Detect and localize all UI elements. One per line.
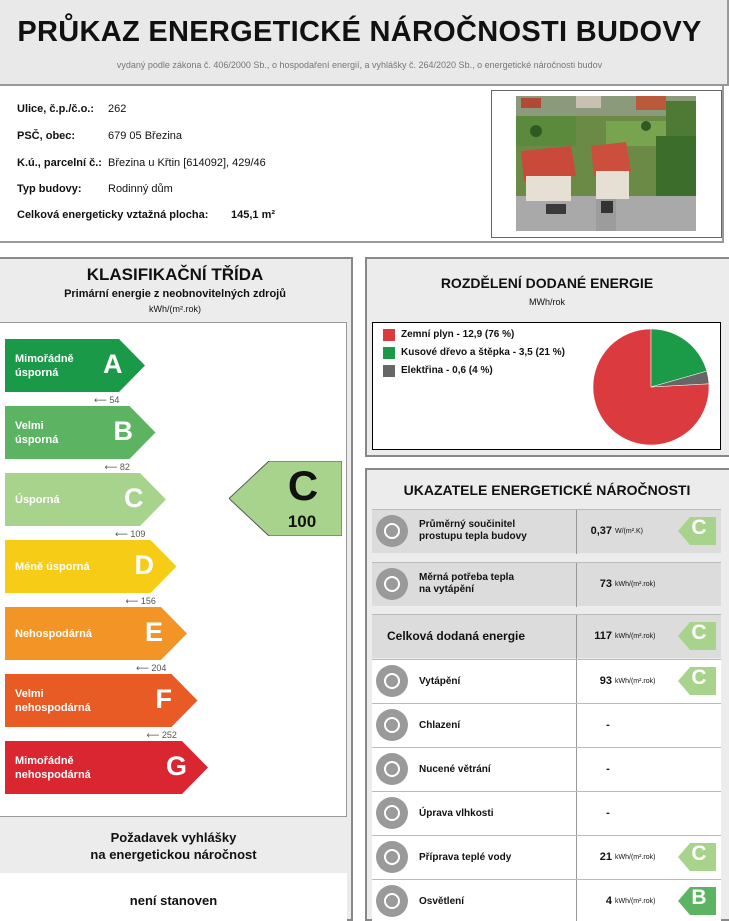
class-label-d	[15, 560, 90, 574]
class-label-f	[15, 687, 91, 715]
psc-value: 679 05 Březina	[108, 130, 182, 142]
result-class-value: 100	[287, 512, 317, 531]
thermometer-minus-icon-glyph	[376, 709, 408, 741]
house-icon-glyph	[376, 515, 408, 547]
row-divider	[576, 704, 577, 748]
requirement-title-line1: Požadavek vyhlášky	[110, 830, 237, 845]
class-badge-letter: C	[691, 842, 707, 865]
indicator-label-line2: na vytápění	[419, 584, 475, 595]
indicator-unit: kWh/(m².rok)	[615, 898, 656, 905]
legend-label: Kusové dřevo a štěpka - 3,5 (21 %)	[401, 347, 565, 358]
humidity-icon-glyph	[376, 797, 408, 829]
indicator-label	[419, 764, 491, 776]
indicator-value: 73	[599, 578, 612, 590]
class-label-line1: Méně úsporná	[15, 561, 90, 573]
indicator-label-line1: Chlazení	[419, 720, 461, 731]
class-label-e	[15, 627, 92, 641]
class-label-line1: Mimořádně	[15, 755, 74, 767]
indicator-value: 0,37	[590, 525, 612, 537]
result-class-letter: C	[287, 462, 319, 509]
icon-shape	[385, 894, 399, 908]
aerial-photo	[516, 96, 696, 231]
indicator-label-line1: Úprava vlhkosti	[419, 808, 494, 819]
bulb-icon-glyph	[376, 885, 408, 917]
indicator-row	[372, 747, 721, 791]
indicator-value: -	[606, 807, 610, 819]
class-threshold: ⟵ 156	[125, 596, 156, 606]
humidity-icon	[376, 797, 408, 829]
indicator-label-line1: Průměrný součinitel	[419, 519, 516, 530]
class-letter-d: D	[134, 550, 154, 580]
class-threshold: ⟵ 82	[104, 462, 130, 472]
indicator-row	[372, 879, 721, 921]
class-label-line1: Nehospodárná	[15, 628, 93, 640]
class-badge-letter: C	[691, 621, 707, 644]
class-badge-letter: C	[691, 666, 707, 689]
distribution-title: ROZDĚLENÍ DODANÉ ENERGIE	[440, 275, 654, 291]
class-label-line1: Velmi	[15, 688, 44, 700]
indicator-label	[419, 896, 464, 908]
page-title: PRŮKAZ ENERGETICKÉ NÁROČNOSTI BUDOVY	[17, 16, 702, 48]
indicator-unit: kWh/(m².rok)	[615, 581, 656, 588]
indicator-value: -	[606, 763, 610, 775]
class-letter-a: A	[103, 349, 123, 379]
indicator-value: 4	[605, 895, 612, 907]
indicator-row	[372, 659, 721, 703]
class-letter-c: C	[124, 483, 144, 513]
classification-unit: kWh/(m².rok)	[149, 304, 201, 314]
icon-shape	[385, 850, 399, 864]
fan-icon	[376, 753, 408, 785]
indicator-label-line1: Nucené větrání	[419, 764, 491, 775]
indicator-unit: kWh/(m².rok)	[615, 678, 656, 685]
requirement-title-line2: na energetickou náročnost	[90, 847, 257, 862]
class-threshold: ⟵ 252	[146, 730, 177, 740]
row-divider	[576, 748, 577, 792]
indicator-unit: W/(m².K)	[615, 528, 643, 535]
class-label-line1: Velmi	[15, 420, 44, 432]
thermometer-plus-icon	[376, 665, 408, 697]
icon-shape	[385, 577, 399, 591]
class-letter-g: G	[166, 751, 188, 781]
indicator-value: -	[606, 719, 610, 731]
legend-swatch	[383, 329, 395, 341]
class-badge-letter: B	[691, 886, 707, 909]
indicator-label-line1: Osvětlení	[419, 896, 465, 907]
tap-icon-glyph	[376, 841, 408, 873]
fan-icon-glyph	[376, 753, 408, 785]
indicator-row	[372, 791, 721, 835]
class-label-c	[15, 493, 60, 507]
indicator-label-line1: Vytápění	[419, 676, 461, 687]
street-value: 262	[108, 103, 127, 115]
indicator-label	[419, 572, 514, 596]
house-icon	[376, 515, 408, 547]
indicator-row	[372, 703, 721, 747]
indicator-label	[419, 808, 493, 820]
classification-title: KLASIFIKAČNÍ TŘÍDA	[86, 265, 264, 284]
type-value: Rodinný dům	[108, 183, 173, 195]
class-label-g	[15, 754, 91, 782]
indicator-label-line1: Měrná potřeba tepla	[419, 572, 515, 583]
class-threshold: ⟵ 54	[94, 395, 120, 405]
distribution-unit: MWh/rok	[529, 297, 565, 307]
class-label-a	[15, 352, 74, 380]
indicator-row	[372, 509, 721, 553]
icon-shape	[385, 762, 399, 776]
type-label: Typ budovy:	[17, 183, 82, 195]
indicator-unit: kWh/(m².rok)	[615, 633, 656, 640]
indicator-label	[419, 676, 460, 688]
requirement-title	[0, 829, 347, 863]
indicator-label	[419, 519, 527, 543]
class-threshold: ⟵ 204	[136, 663, 167, 673]
class-letter-b: B	[113, 416, 133, 446]
distribution-pie-chart	[590, 326, 712, 448]
tap-icon	[376, 841, 408, 873]
page-subtitle: vydaný podle zákona č. 406/2000 Sb., o hospodaření energií, a vyhlášky č. 264/2020 Sb., o energetické náročnosti budov	[116, 60, 603, 70]
row-divider	[576, 792, 577, 836]
requirement-value: není stanoven	[129, 893, 218, 908]
indicator-label-line2: prostupu tepla budovy	[419, 531, 527, 542]
area-label: Celková energeticky vztažná plocha:	[17, 209, 209, 221]
indicator-value: 93	[599, 675, 612, 687]
class-label-line2: nehospodárná	[15, 769, 91, 781]
icon-shape	[385, 718, 399, 732]
indicator-unit: kWh/(m².rok)	[615, 854, 656, 861]
indicator-label-line1: Příprava teplé vody	[419, 852, 512, 863]
icon-shape	[385, 674, 399, 688]
street-label: Ulice, č.p./č.o.:	[17, 103, 95, 115]
thermometer-plus-icon-glyph	[376, 665, 408, 697]
class-letter-e: E	[145, 617, 164, 647]
class-badge-letter: C	[691, 516, 707, 539]
area-value: 145,1 m²	[231, 209, 276, 221]
indicator-label-line1: Celková dodaná energie	[387, 629, 526, 643]
indicator-label	[419, 720, 460, 732]
indicator-label	[387, 630, 525, 642]
heat-waves-icon	[376, 568, 408, 600]
class-threshold: ⟵ 109	[115, 529, 146, 539]
indicators-title: UKAZATELE ENERGETICKÉ NÁROČNOSTI	[403, 482, 691, 498]
legend-label: Elektřina - 0,6 (4 %)	[401, 365, 493, 376]
icon-shape	[385, 806, 399, 820]
indicator-label	[419, 852, 511, 864]
icon-shape	[385, 524, 399, 538]
bulb-icon	[376, 885, 408, 917]
ku-label: K.ú., parcelní č.:	[17, 157, 102, 169]
class-label-line2: nehospodárná	[15, 702, 91, 714]
legend-swatch	[383, 365, 395, 377]
ku-value: Březina u Křtin [614092], 429/46	[108, 157, 266, 169]
class-label-line2: úsporná	[15, 367, 59, 379]
indicator-row	[372, 614, 721, 658]
indicator-row	[372, 562, 721, 606]
classification-subtitle: Primární energie z neobnovitelných zdrojů	[64, 288, 286, 300]
indicator-row	[372, 835, 721, 879]
class-letter-f: F	[155, 684, 172, 714]
class-label-line1: Mimořádně	[15, 353, 74, 365]
class-label-line2: úsporná	[15, 434, 59, 446]
class-label-line1: Úsporná	[15, 494, 60, 506]
class-label-b	[15, 419, 58, 447]
thermometer-minus-icon	[376, 709, 408, 741]
legend-label: Zemní plyn - 12,9 (76 %)	[401, 329, 515, 340]
legend-swatch	[383, 347, 395, 359]
heat-waves-icon-glyph	[376, 568, 408, 600]
psc-label: PSČ, obec:	[17, 130, 76, 142]
building-photo	[516, 96, 696, 231]
indicator-value: 117	[594, 630, 612, 642]
indicator-value: 21	[599, 851, 612, 863]
